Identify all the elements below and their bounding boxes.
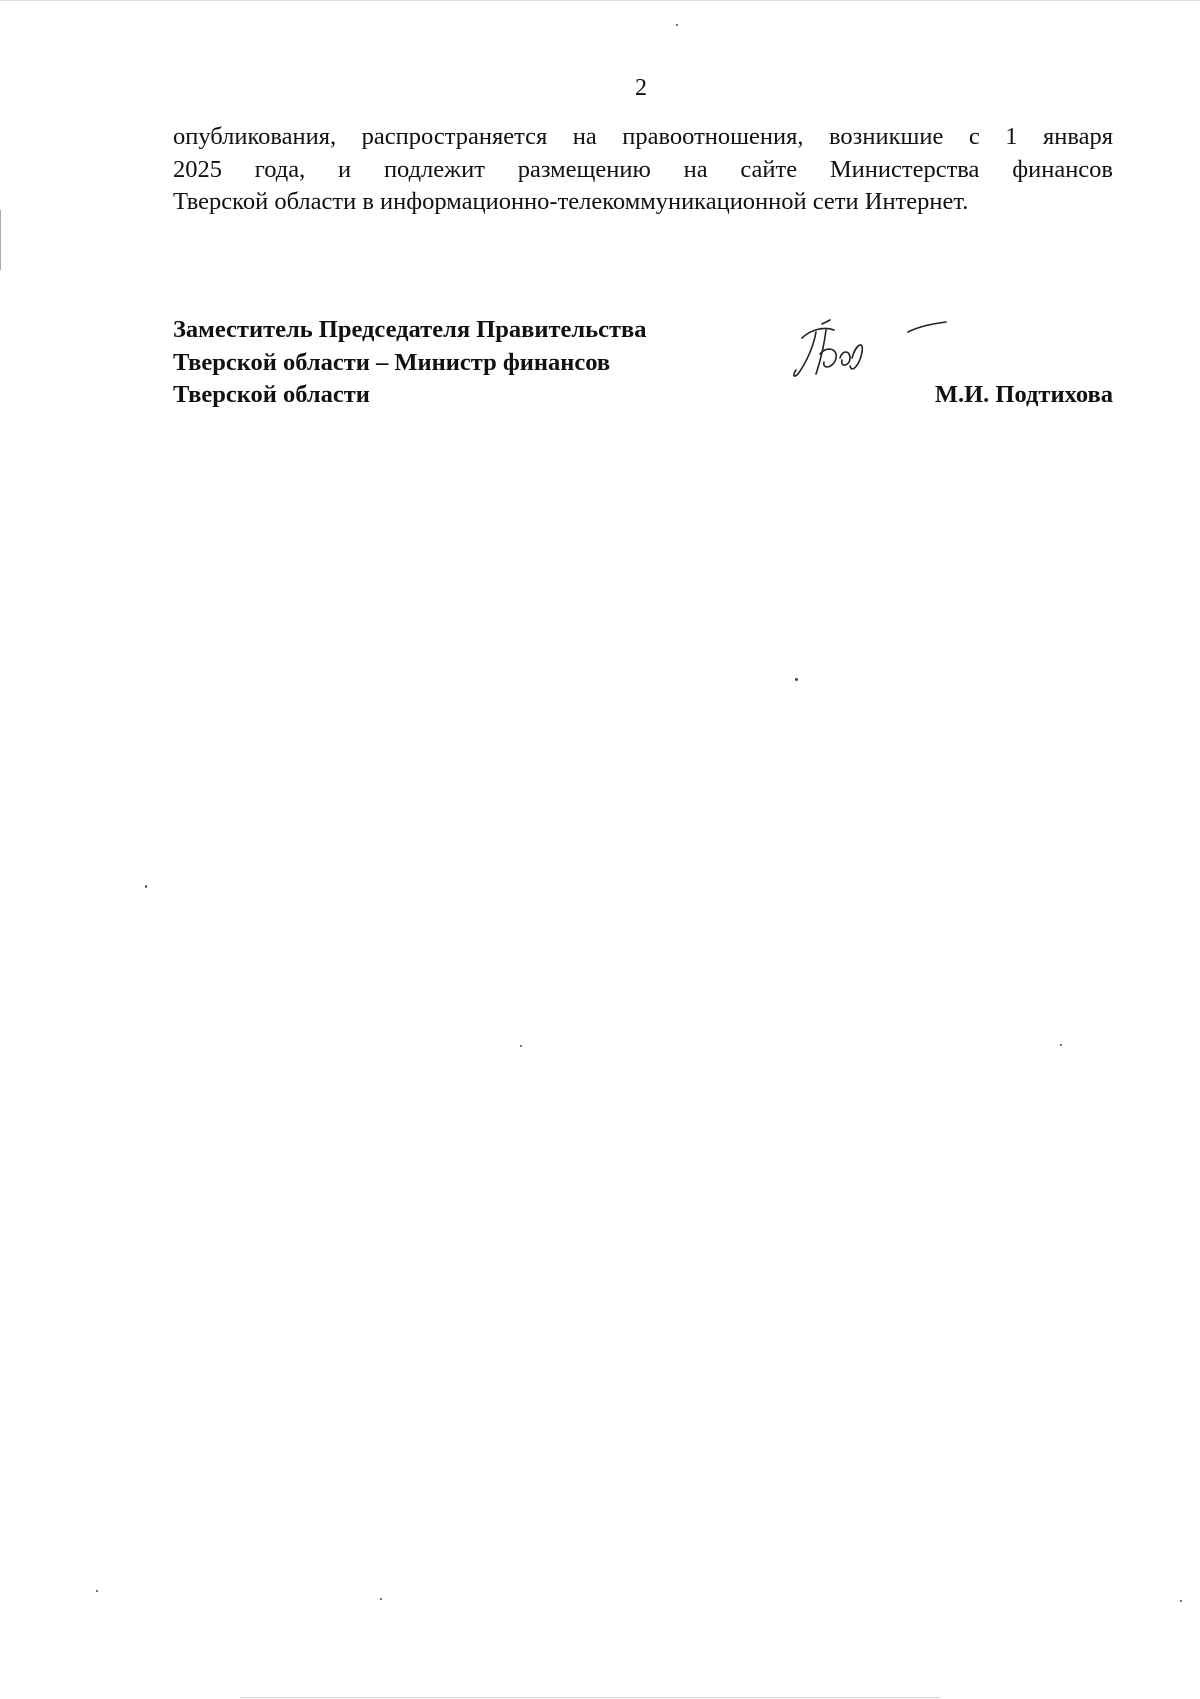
signatory-name: М.И. Подтихова xyxy=(934,381,1113,408)
scan-speck xyxy=(795,678,798,681)
scan-edge-top xyxy=(0,0,1200,1)
scan-speck xyxy=(1060,1044,1062,1046)
scan-edge-bottom xyxy=(240,1697,940,1698)
scan-speck xyxy=(676,24,678,26)
body-line: Тверской области в информационно-телекоммуникационной сети Интернет. xyxy=(173,188,969,215)
signatory-position-line: Тверской области xyxy=(173,381,370,408)
signature-block xyxy=(173,314,1113,412)
signatory-position-line: Заместитель Председателя Правительства xyxy=(173,316,647,343)
scan-edge-left xyxy=(0,210,1,270)
scan-speck xyxy=(96,1590,98,1592)
body-paragraph xyxy=(173,121,1113,219)
handwritten-signature xyxy=(790,318,950,388)
body-line: опубликования, распространяется на правоотношения, возникшие с 1 января xyxy=(173,123,1113,150)
scan-speck xyxy=(145,885,147,888)
scan-speck xyxy=(520,1045,522,1047)
signatory-position-line: Тверской области – Министр финансов xyxy=(173,348,611,376)
body-line: 2025 года, и подлежит размещению на сайте Министерства финансов xyxy=(173,155,1113,183)
scan-speck xyxy=(380,1598,382,1600)
page-number: 2 xyxy=(635,75,647,101)
scan-speck xyxy=(1180,1600,1182,1602)
